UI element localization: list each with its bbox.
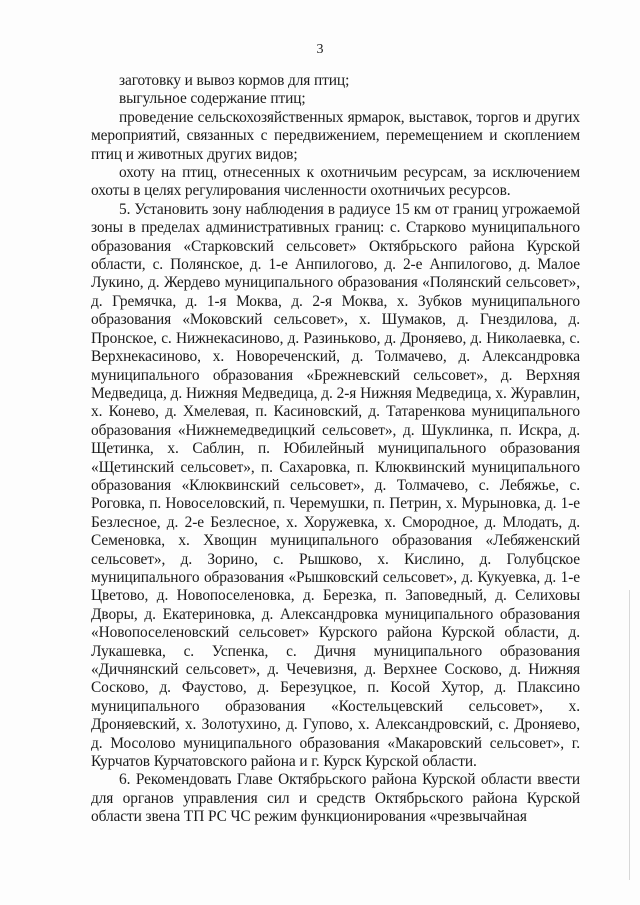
- paragraph-free-range-keeping: выгульное содержание птиц;: [119, 90, 306, 108]
- paragraph-emergency-regime: 6. Рекомендовать Главе Октябрьского района Курской области ввести для органов управления сил и средств Октябрьского района Курской области звена ТП РС ЧС режим функционирования «чрезвычайная: [91, 771, 580, 826]
- paragraph-bird-hunting: охоту на птиц, отнесенных к охотничьим ресурсам, за исключением охоты в целях регулирования численности охотничьих ресурсов.: [91, 164, 580, 200]
- scan-edge-line: [629, 590, 630, 880]
- page-number: 3: [316, 42, 324, 57]
- paragraph-fairs-exhibitions: проведение сельскохозяйственных ярмарок, выставок, торгов и других мероприятий, связанных с передвижением, перемещением и скоплением птиц и животных других видов;: [91, 108, 580, 163]
- paragraph-observation-zone: 5. Установить зону наблюдения в радиусе 15 км от границ угрожаемой зоны в пределах административных границ: с. Старково муниципального образования «Старковский сельсовет» Октябрьского района Курской области, с. Полянское, д. 1-е Анпилогово, д. 2-е Анпилогово, д. Малое Лукино, д. Жердево муниципального образования «Полянский сельсовет», д. Гремячка, д. 1-я Моква, д. 2-я Моква, х. Зубков муниципального образования «Моковский сельсовет», х. Шумаков, д. Гнездилова, д. Пронское, с. Нижнекасиново, д. Разиньково, д. Дроняево, д. Николаевка, с. Верхнекасиново, х. Новореченский, д. Толмачево, д. Александровка муниципального образования «Брежневский сельсовет», д. Верхняя Медведица, д. Нижняя Медведица, д. 2-я Нижняя Медведица, х. Журавлин, х. Конево, д. Хмелевая, п. Касиновский, д. Татаренкова муниципального образования «Нижнемедведицкий сельсовет», д. Шуклинка, п. Искра, д. Щетинка, х. Саблин, п. Юбилейный муниципального образования «Щетинский сельсовет», п. Сахаровка, п. Клюквинский муниципального образования «Клюквинский сельсовет», д. Толмачево, с. Лебяжье, с. Роговка, п. Новоселовский, п. Черемушки, п. Петрин, х. Мурыновка, д. 1-е Безлесное, д. 2-е Безлесное, х. Хоружевка, х. Смородное, д. Млодать, д. Семеновка, х. Хвощин муниципального образования «Лебяженский сельсовет», д. Зорино, с. Рышково, х. Кислино, д. Голубцское муниципального образования «Рышковский сельсовет», д. Кукуевка, д. 1-е Цветово, д. Новопоселеновка, д. Березка, п. Заповедный, д. Селиховы Дворы, д. Екатериновка, д. Александровка муниципального образования «Новопоселеновский сельсовет» Курского района Курской области, д. Лукашевка, с. Успенка, с. Дичня муниципального образования «Дичнянский сельсовет», д. Чечевизня, д. Верхнее Сосково, д. Нижняя Сосково, д. Фаустово, д. Березуцкое, п. Косой Хутор, д. Плаксино муниципального образования «Костельцевский сельсовет», х. Дроняевский, х. Золотухино, д. Гупово, х. Александровский, с. Дроняево, д. Мосолово муниципального образования «Макаровский сельсовет», г. Курчатов Курчатовского района и г. Курск Курской области.: [91, 200, 580, 771]
- document-body: [91, 72, 580, 827]
- paragraph-feed-harvesting: заготовку и вывоз кормов для птиц;: [119, 72, 350, 89]
